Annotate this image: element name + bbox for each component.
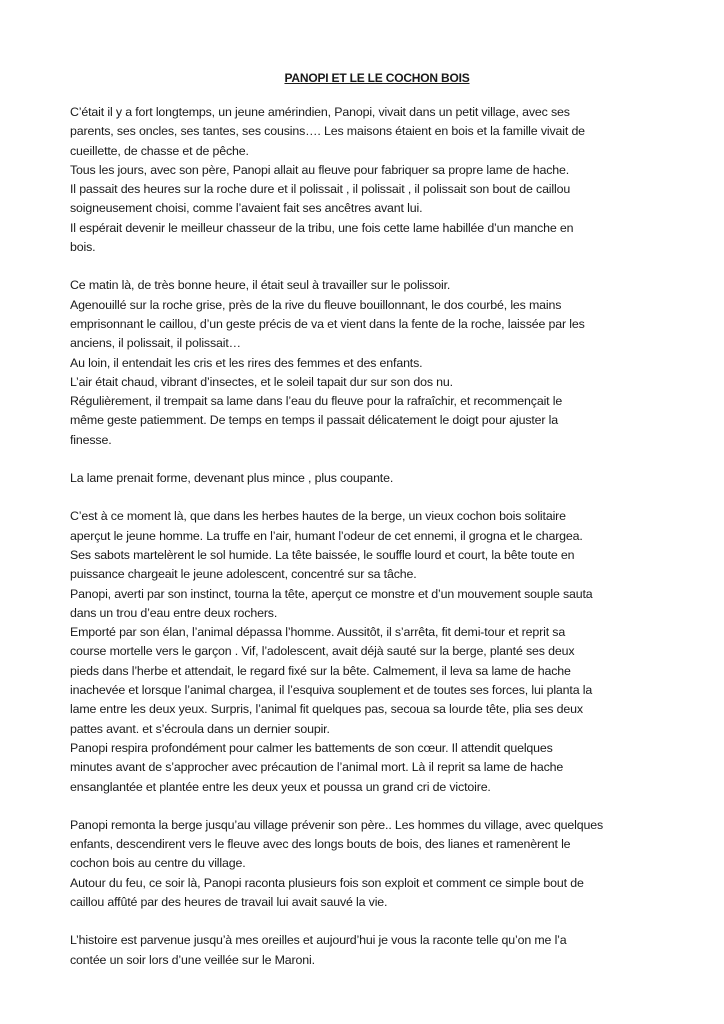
text-line: cueillette, de chasse et de pêche.	[70, 143, 249, 158]
text-line: enfants, descendirent vers le fleuve avec des longs bouts de bois, des lianes et ramenèrent le	[70, 837, 571, 852]
text-line: soigneusement choisi, comme l’avaient fait ses ancêtres avant lui.	[70, 201, 423, 216]
text-line: emprisonnant le caillou, d’un geste précis de va et vient dans la fente de la roche, laissée par les	[70, 316, 585, 331]
document-title: PANOPI ET LE LE COCHON BOIS	[284, 71, 470, 85]
text-line: anciens, il polissait, il polissait…	[70, 336, 241, 351]
paragraph	[70, 103, 684, 257]
text-line: Panopi remonta la berge jusqu’au village prévenir son père.. Les hommes du village, avec quelques	[70, 817, 604, 832]
text-line: lame entre les deux yeux. Surpris, l’animal fit quelques pas, secoua sa lourde tête, plia ses deux	[70, 702, 583, 717]
text-line: inachevée et lorsque l’animal chargea, il l’esquiva souplement et de toutes ses forces, lui planta la	[70, 683, 593, 698]
text-line: pieds dans l’herbe et attendait, le regard fixé sur la bête. Calmement, il leva sa lame de hache	[70, 663, 571, 678]
text-line: Régulièrement, il trempait sa lame dans l’eau du fleuve pour la rafraîchir, et recommençait le	[70, 394, 563, 409]
text-line: C’était il y a fort longtemps, un jeune amérindien, Panopi, vivait dans un petit village, avec ses	[70, 105, 570, 119]
text-line: bois.	[70, 240, 96, 255]
paragraph	[70, 816, 684, 912]
text-line: Il espérait devenir le meilleur chasseur de la tribu, une fois cette lame habillée d’un manche en	[70, 220, 574, 235]
text-line: course mortelle vers le garçon . Vif, l’adolescent, avait déjà sauté sur la berge, planté ses deux	[70, 644, 575, 659]
text-line: cochon bois au centre du village.	[70, 856, 246, 871]
text-line: Ce matin là, de très bonne heure, il était seul à travailler sur le polissoir.	[70, 278, 451, 293]
text-line: aperçut le jeune homme. La truffe en l’air, humant l’odeur de cet ennemi, il grogna et le chargea.	[70, 528, 583, 543]
text-line: Agenouillé sur la roche grise, près de la rive du fleuve bouillonnant, le dos courbé, les mains	[70, 297, 562, 312]
text-line: parents, ses oncles, ses tantes, ses cousins…. Les maisons étaient en bois et la famille vivait de	[70, 124, 585, 139]
text-line: minutes avant de s’approcher avec précaution de l’animal mort. Là il reprit sa lame de hache	[70, 760, 564, 775]
text-line: Tous les jours, avec son père, Panopi allait au fleuve pour fabriquer sa propre lame de hache.	[70, 162, 570, 177]
text-line: pattes avant. et s’écroula dans un dernier soupir.	[70, 721, 330, 736]
text-line: dans un trou d’eau entre deux rochers.	[70, 605, 278, 620]
paragraph	[70, 507, 684, 796]
text-line: Panopi respira profondément pour calmer les battements de son cœur. Il attendit quelques	[70, 740, 553, 755]
text-line: L’histoire est parvenue jusqu’à mes oreilles et aujourd’hui je vous la raconte telle qu’on me l’a	[70, 933, 567, 948]
text-line: caillou affûté par des heures de travail lui avait sauvé la vie.	[70, 894, 388, 909]
text-line: ensanglantée et plantée entre les deux yeux et poussa un grand cri de victoire.	[70, 779, 491, 794]
text-line: Il passait des heures sur la roche dure et il polissait , il polissait , il polissait son bout de caillou	[70, 182, 571, 197]
text-line: Autour du feu, ce soir là, Panopi raconta plusieurs fois son exploit et comment ce simple bout de	[70, 875, 584, 890]
paragraph	[70, 931, 684, 970]
text-line: L’air était chaud, vibrant d’insectes, et le soleil tapait dur sur son dos nu.	[70, 374, 453, 389]
text-line: finesse.	[70, 432, 112, 447]
text-line: La lame prenait forme, devenant plus mince , plus coupante.	[70, 471, 394, 486]
text-line: Au loin, il entendait les cris et les rires des femmes et des enfants.	[70, 355, 423, 370]
text-line: contée un soir lors d’une veillée sur le Maroni.	[70, 952, 315, 967]
text-line: Ses sabots martelèrent le sol humide. La tête baissée, le souffle lourd et court, la bête toute en	[70, 547, 575, 562]
text-line: Panopi, averti par son instinct, tourna la tête, aperçut ce monstre et d’un mouvement souple sauta	[70, 586, 593, 601]
text-line: C’est à ce moment là, que dans les herbes hautes de la berge, un vieux cochon bois solitaire	[70, 509, 566, 524]
paragraph	[70, 276, 684, 450]
paragraph	[70, 469, 684, 488]
text-line: puissance chargeait le jeune adolescent, concentré sur sa tâche.	[70, 567, 417, 582]
document-body	[70, 103, 684, 970]
text-line: Emporté par son élan, l’animal dépassa l’homme. Aussitôt, il s’arrêta, fit demi-tour et reprit sa	[70, 625, 566, 640]
text-line: même geste patiemment. De temps en temps il passait délicatement le doigt pour ajuster la	[70, 413, 559, 428]
